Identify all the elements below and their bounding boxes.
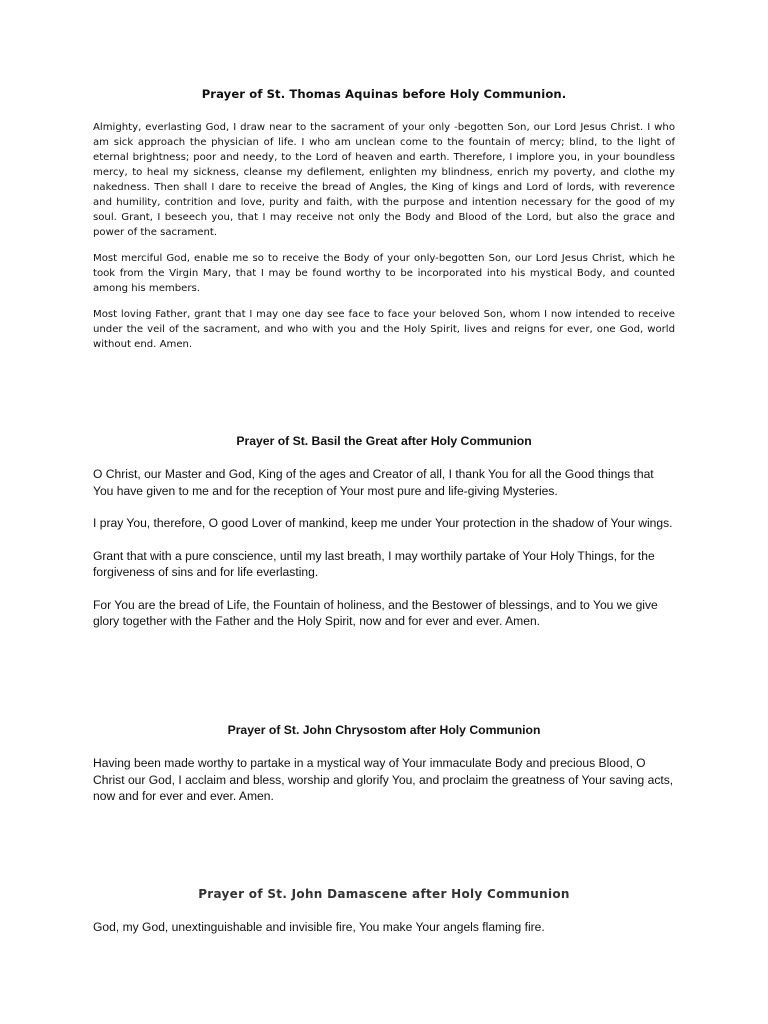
prayer-title: Prayer of St. John Damascene after Holy Communion [198,887,570,901]
prayer-title: Prayer of St. Thomas Aquinas before Holy Communion. [201,87,567,101]
prayer-paragraph: Most merciful God, enable me so to receive the Body of your only-begotten Son, our Lord Jesus Christ, which he took from the Virgin Mary, that I may be found worthy to be incorporated into his mystical Body, and counted among his members. [93,253,675,294]
prayer-paragraph: Having been made worthy to partake in a mystical way of Your immaculate Body and precious Blood, O Christ our God, I acclaim and bless, worship and glorify You, and proclaim the greatness of Your saving acts, now and for ever and ever. Amen. [93,756,674,803]
prayer-john-chrysostom [93,722,675,821]
prayer-john-damascene [93,886,675,936]
prayer-paragraph: For You are the bread of Life, the Fountain of holiness, and the Bestower of blessings, and to You we give glory together with the Father and the Holy Spirit, now and for ever and ever. Amen. [93,597,658,628]
prayer-paragraph: Most loving Father, grant that I may one day see face to face your beloved Son, whom I now intended to receive under the veil of the sacrament, and who with you and the Holy Spirit, lives and reigns for ever, one God, world without end. Amen. [93,309,675,350]
prayer-paragraph: I pray You, therefore, O good Lover of mankind, keep me under Your protection in the shadow of Your wings. [93,516,673,530]
prayer-title: Prayer of St. Basil the Great after Holy Communion [236,434,532,448]
prayer-paragraph: O Christ, our Master and God, King of the ages and Creator of all, I thank You for all the Good things that You have given to me and for the reception of Your most pure and life-giving Mysteries. [93,467,654,498]
prayer-paragraph: God, my God, unextinguishable and invisible fire, You make Your angels flaming fire. [93,920,545,934]
prayer-basil-the-great [93,433,675,646]
prayer-title: Prayer of St. John Chrysostom after Holy Communion [227,723,541,737]
prayer-paragraph: Grant that with a pure conscience, until my last breath, I may worthily partake of Your Holy Things, for the forgiveness of sins and for life everlasting. [93,548,655,579]
prayer-paragraph: Almighty, everlasting God, I draw near to the sacrament of your only -begotten Son, our Lord Jesus Christ. I who am sick approach the physician of life. I who am unclean come to the fountain of mercy; blind, to the light of eternal brightness; poor and needy, to the Lord of heaven and earth. Therefore, I implore you, in your boundless mercy, to heal my sickness, cleanse my defilement, enlighten my blindness, enrich my poverty, and clothe my nakedness. Then shall I dare to receive the bread of Angles, the King of kings and Lord of lords, with reverence and humility, contrition and love, purity and faith, with the purpose and intention necessary for the good of my soul. Grant, I beseech you, that I may receive not only the Body and Blood of the Lord, but also the grace and power of the sacrament. [93,122,675,238]
prayer-thomas-aquinas [93,86,675,363]
